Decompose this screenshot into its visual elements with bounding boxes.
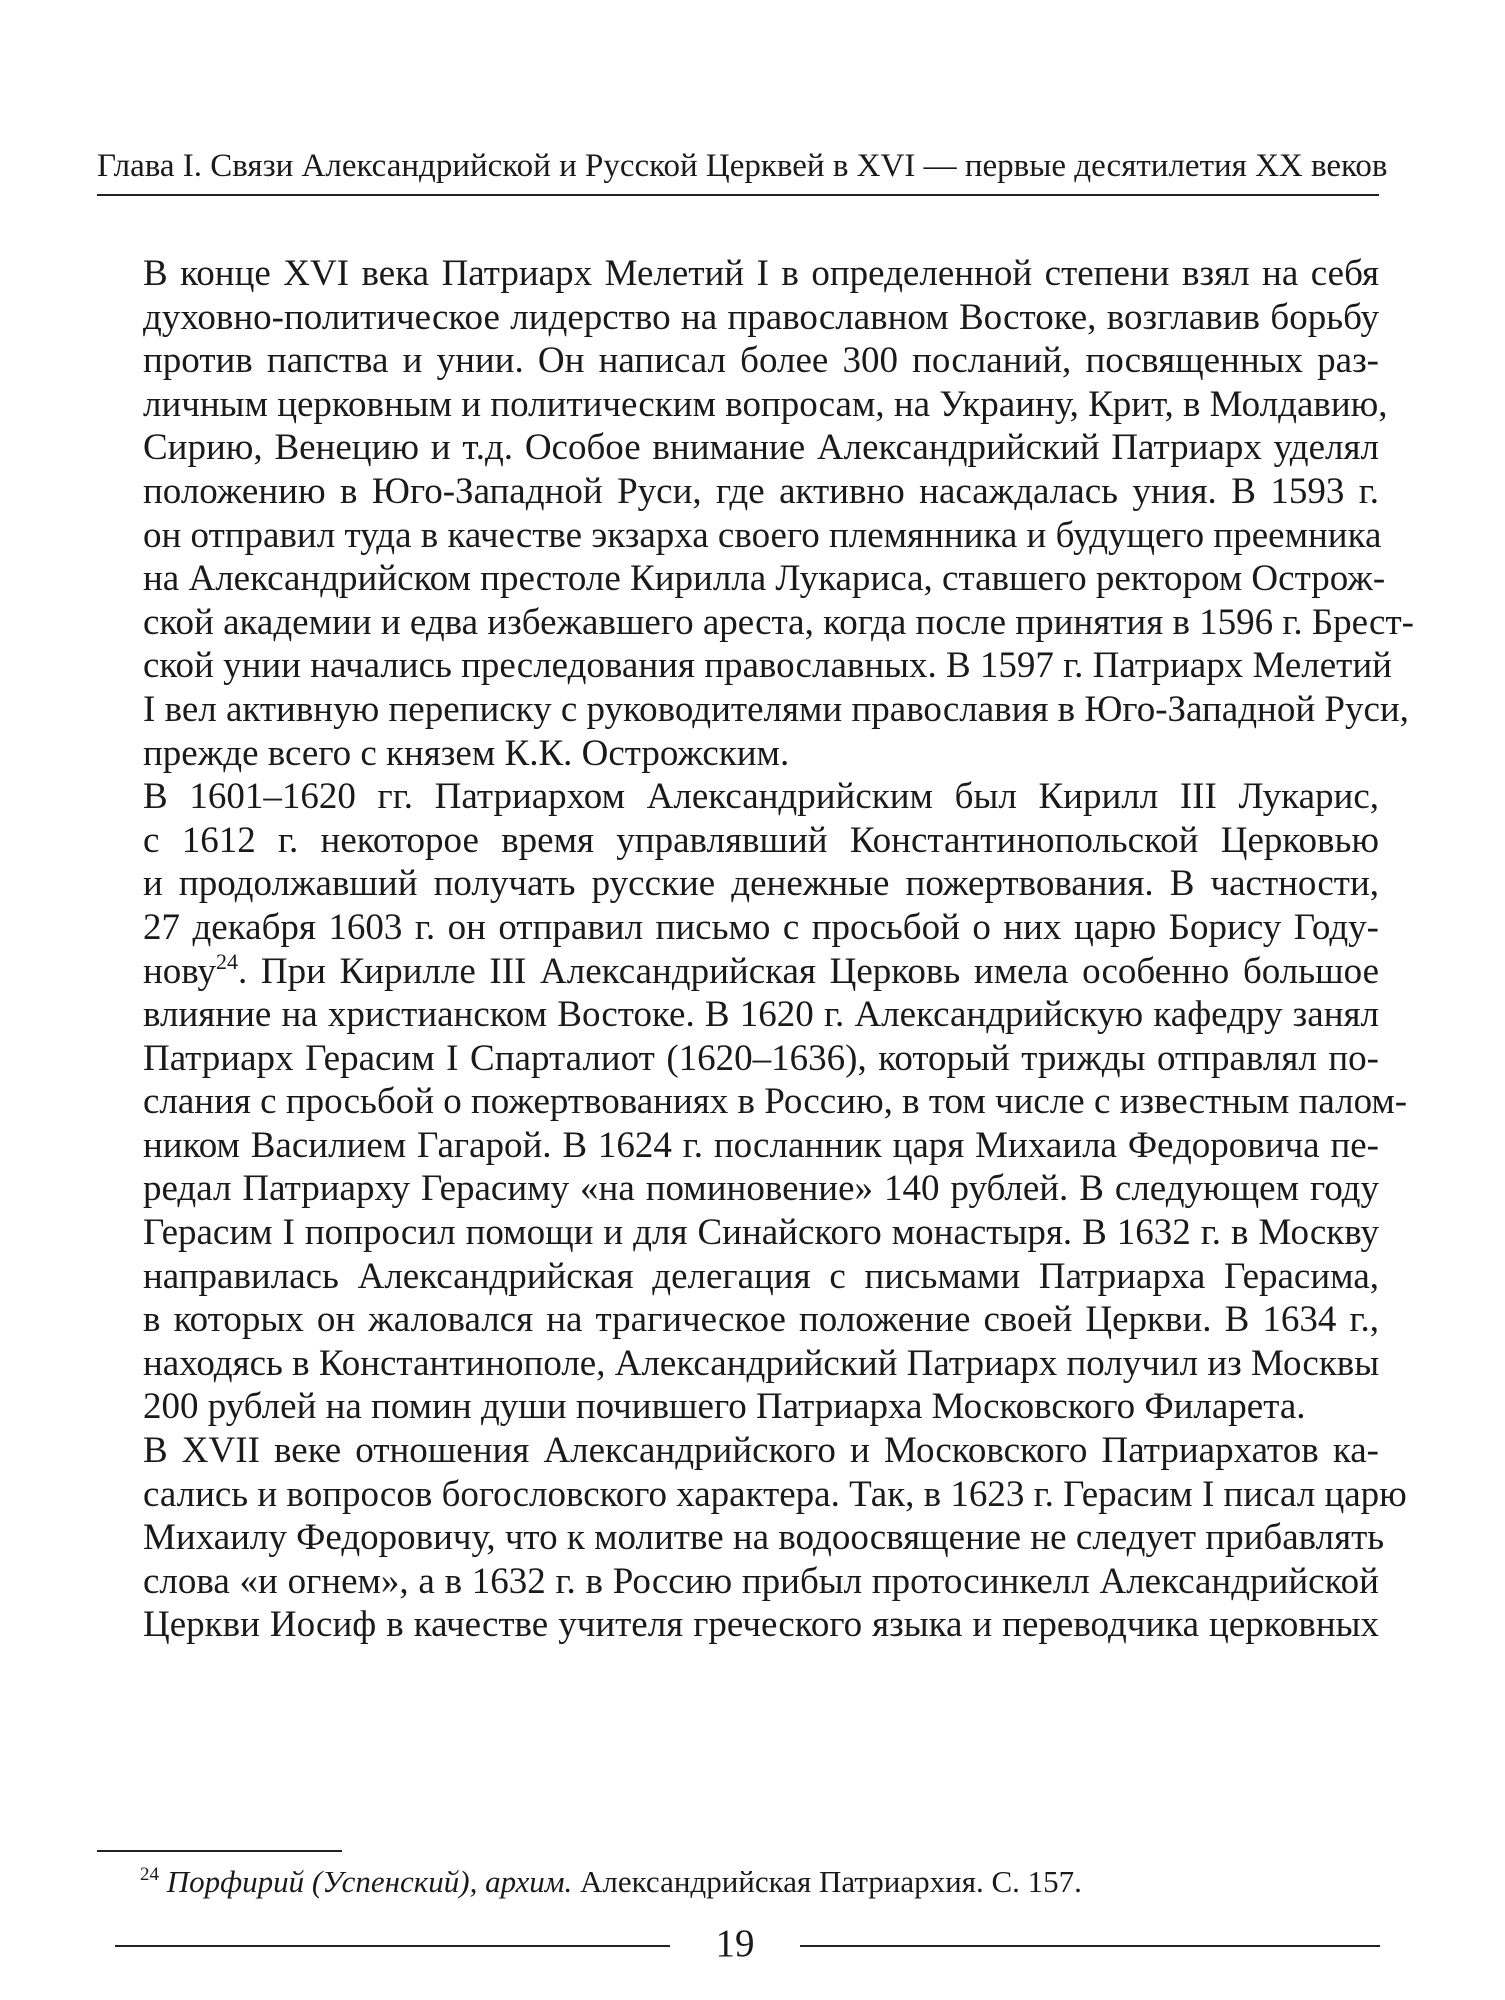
text-line: и продолжавший получать русские денежные пожертвования. В частности,: [143, 863, 1379, 905]
text-line: Церкви Иосиф в качестве учителя греческого языка и переводчика церковных: [143, 1604, 1379, 1646]
text-line: личным церковным и политическим вопросам, на Украину, Крит, в Молдавию,: [143, 383, 1388, 425]
footnote: [140, 1862, 1082, 1902]
text-line: на Александрийском престоле Кирилла Лукариса, ставшего ректором Острож-: [143, 558, 1386, 600]
text-line: находясь в Константинополе, Александрийский Патриарх получил из Москвы: [143, 1342, 1380, 1384]
footnote-separator: [97, 1850, 342, 1852]
text-line: с 1612 г. некоторое время управлявший Константинопольской Церковью: [143, 819, 1379, 861]
text-line: ником Василием Гагарой. В 1624 г. посланник царя Михаила Федоровича пе-: [143, 1124, 1379, 1166]
folio-rule-left: [115, 1945, 670, 1947]
text-line: сались и вопросов богословского характера. Так, в 1623 г. Герасим I писал царю: [143, 1473, 1407, 1515]
paragraph-1: [97, 252, 1414, 775]
text-line: Михаилу Федоровичу, что к молитве на водоосвящение не следует прибавлять: [143, 1517, 1385, 1559]
text-line: Герасим I попросил помощи и для Синайского монастыря. В 1632 г. в Москву: [143, 1212, 1379, 1254]
text-line: Патриарх Герасим I Спарталиот (1620–1636), который трижды отправлял по-: [143, 1037, 1379, 1079]
text-line: 200 рублей на помин души почившего Патриарха Московского Филарета.: [143, 1386, 1306, 1428]
body-text: [97, 252, 1414, 1647]
text-line: в которых он жаловался на трагическое положение своей Церкви. В 1634 г.,: [143, 1299, 1379, 1341]
text-line: редал Патриарху Герасиму «на поминовение» 140 рублей. В следующем году: [143, 1168, 1379, 1210]
text-line: влияние на христианском Востоке. В 1620 г. Александрийскую кафедру занял: [143, 994, 1379, 1036]
text-line: положению в Юго-Западной Руси, где активно насаждалась уния. В 1593 г.: [143, 470, 1379, 512]
text-line: В 1601–1620 гг. Патриархом Александрийским был Кирилл III Лукарис,: [143, 776, 1379, 818]
text-line: 27 декабря 1603 г. он отправил письмо с просьбой о них царю Борису Году-: [143, 906, 1379, 948]
text-line: прежде всего с князем К.К. Острожским.: [143, 732, 790, 774]
text-line: ской академии и едва избежавшего ареста, когда после принятия в 1596 г. Брест-: [143, 601, 1414, 643]
header-rule: [97, 194, 1379, 196]
text-line: против папства и унии. Он написал более 300 посланий, посвященных раз-: [143, 340, 1379, 382]
folio-rule-right: [800, 1945, 1380, 1947]
text-fragment: нову: [143, 950, 217, 992]
page-number: 19: [715, 1922, 755, 1965]
text-line: Сирию, Венецию и т.д. Особое внимание Александрийский Патриарх уделял: [143, 427, 1379, 469]
footnote-number: 24: [140, 1864, 159, 1885]
text-line: духовно-политическое лидерство на православном Востоке, возглавив борьбу: [143, 296, 1379, 338]
paragraph-2: [97, 775, 1408, 1429]
running-head: Глава I. Связи Александрийской и Русской Церквей в XVI — первые десятилетия XX веков: [97, 148, 1388, 184]
footnote-reference[interactable]: 24: [216, 948, 239, 974]
text-line: [97, 950, 1379, 994]
text-fragment: . При Кирилле III Александрийская Церковь имела особенно большое: [238, 950, 1379, 992]
text-line: слания с просьбой о пожертвованиях в Россию, в том числе с известным палом-: [143, 1081, 1408, 1123]
paragraph-3: [97, 1429, 1407, 1647]
footnote-text: Александрийская Патриархия. С. 157.: [572, 1864, 1082, 1899]
text-line: I вел активную переписку с руководителями православия в Юго-Западной Руси,: [143, 688, 1409, 730]
text-line: В конце XVI века Патриарх Мелетий I в определенной степени взял на себя: [143, 253, 1379, 294]
text-line: ской унии начались преследования православных. В 1597 г. Патриарх Мелетий: [143, 645, 1392, 687]
text-line: В XVII веке отношения Александрийского и Московского Патриархатов ка-: [143, 1430, 1379, 1472]
text-line: слова «и огнем», а в 1632 г. в Россию прибыл протосинкелл Александрийской: [143, 1560, 1379, 1602]
footnote-author: Порфирий (Успенский), архим.: [166, 1864, 573, 1899]
text-line: направилась Александрийская делегация с письмами Патриарха Герасима,: [143, 1255, 1379, 1297]
text-line: он отправил туда в качестве экзарха своего племянника и будущего преемника: [143, 514, 1382, 556]
